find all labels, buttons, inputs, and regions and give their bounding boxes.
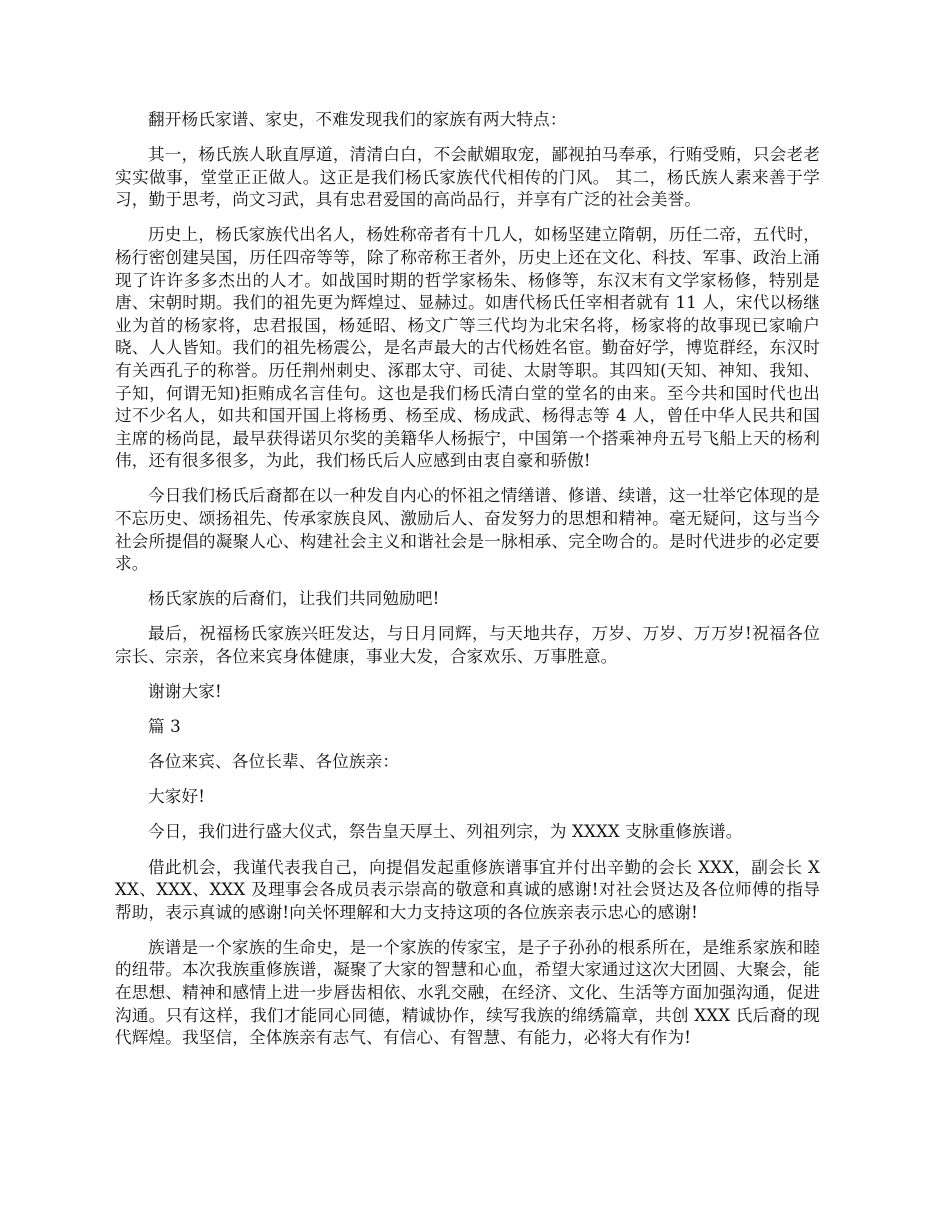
section-heading: 篇 3 bbox=[148, 717, 181, 737]
paragraph-salutation: 各位来宾、各位长辈、各位族亲： bbox=[148, 752, 400, 772]
paragraph-genealogy-purpose: 今日我们杨氏后裔都在以一种发自内心的怀祖之情缮谱、修谱、续谱，这一壮举它体现的是不忘历史、颂扬祖先、传承家族良风、激励后人、奋发努力的思想和精神。毫无疑问，这与当今社会所提倡的凝聚人心、构建社会主义和谐社会是一脉相承、完全吻合的。是时代进步的必定要求。 bbox=[115, 486, 820, 574]
paragraph-history: 历史上，杨氏家族代出名人，杨姓称帝者有十几人，如杨坚建立隋朝，历任二帝，五代时，杨行密创建吴国，历任四帝等等，除了称帝称王者外，历史上还在文化、科技、军事、政治上涌现了许许多多杰出的人才。如战国时期的哲学家杨朱、杨修等，东汉末有文学家杨修，特别是唐、宋朝时期。我们的祖先更为辉煌过、显赫过。如唐代杨氏任宰相者就有 11 人，宋代以杨继业为首的杨家将，忠君报国，杨延昭、杨文广等三代均为北宋名将，杨家将的故事现已家喻户晓、人人皆知。我们的祖先杨震公，是名声最大的古代杨姓名宦。勤奋好学，博览群经，东汉时有关西孔子的称誉。历任荆州刺史、涿郡太守、司徒、太尉等职。其四知(天知、神知、我知、子知，何谓无知)拒贿成名言佳句。这也是我们杨氏清白堂的堂名的由来。至今共和国时代也出过不少名人，如共和国开国上将杨勇、杨至成、杨成武、杨得志等 4 人，曾任中华人民共和国主席的杨尚昆，最早获得诺贝尔奖的美籍华人杨振宁，中国第一个搭乘神舟五号飞船上天的杨利伟，还有很多很多，为此，我们杨氏后人应感到由衷自豪和骄傲! bbox=[115, 225, 820, 471]
paragraph-thanks: 谢谢大家! bbox=[148, 682, 222, 702]
paragraph-greeting: 大家好! bbox=[148, 787, 206, 807]
paragraph-acknowledgements: 借此机会，我谨代表我自己，向提倡发起重修族谱事宜并付出辛勤的会长 XXX，副会长 XXX、XXX、XXX 及理事会各成员表示崇高的敬意和真诚的感谢!对社会贤达及各位师傅的指导帮助，表示真诚的感谢!向关怀理解和大力支持这项的各位族亲表示忠心的感谢! bbox=[115, 857, 820, 922]
paragraph-encouragement: 杨氏家族的后裔们，让我们共同勉励吧! bbox=[148, 589, 440, 609]
paragraph-blessing: 最后，祝福杨氏家族兴旺发达，与日月同辉，与天地共存，万岁、万岁、万万岁!祝福各位宗长、宗亲，各位来宾身体健康，事业大发，合家欢乐、万事胜意。 bbox=[115, 624, 820, 666]
paragraph-intro: 翻开杨氏家谱、家史，不难发现我们的家族有两大特点： bbox=[148, 110, 567, 129]
document-body bbox=[115, 109, 820, 1062]
paragraph-characteristics: 其一，杨氏族人耿直厚道，清清白白，不会献媚取宠，鄙视拍马奉承，行贿受贿，只会老老实实做事，堂堂正正做人。这正是我们杨氏家族代代相传的门风。 其二，杨氏族人素来善于学习，勤于思考，尚文习武，具有忠君爱国的高尚品行，并享有广泛的社会美誉。 bbox=[115, 145, 820, 210]
paragraph-ceremony: 今日，我们进行盛大仪式，祭告皇天厚土、列祖列宗，为 XXXX 支脉重修族谱。 bbox=[148, 822, 743, 842]
paragraph-genealogy-meaning: 族谱是一个家族的生命史，是一个家族的传家宝，是子子孙孙的根系所在，是维系家族和睦的纽带。本次我族重修族谱，凝聚了大家的智慧和心血，希望大家通过这次大团圆、大聚会，能在思想、精神和感情上进一步唇齿相依、水乳交融，在经济、文化、生活等方面加强沟通，促进沟通。只有这样，我们才能同心同德，精诚协作，续写我族的绵绣篇章，共创 XXX 氏后裔的现代辉煌。我坚信，全体族亲有志气、有信心、有智慧、有能力，必将大有作为! bbox=[115, 937, 820, 1048]
